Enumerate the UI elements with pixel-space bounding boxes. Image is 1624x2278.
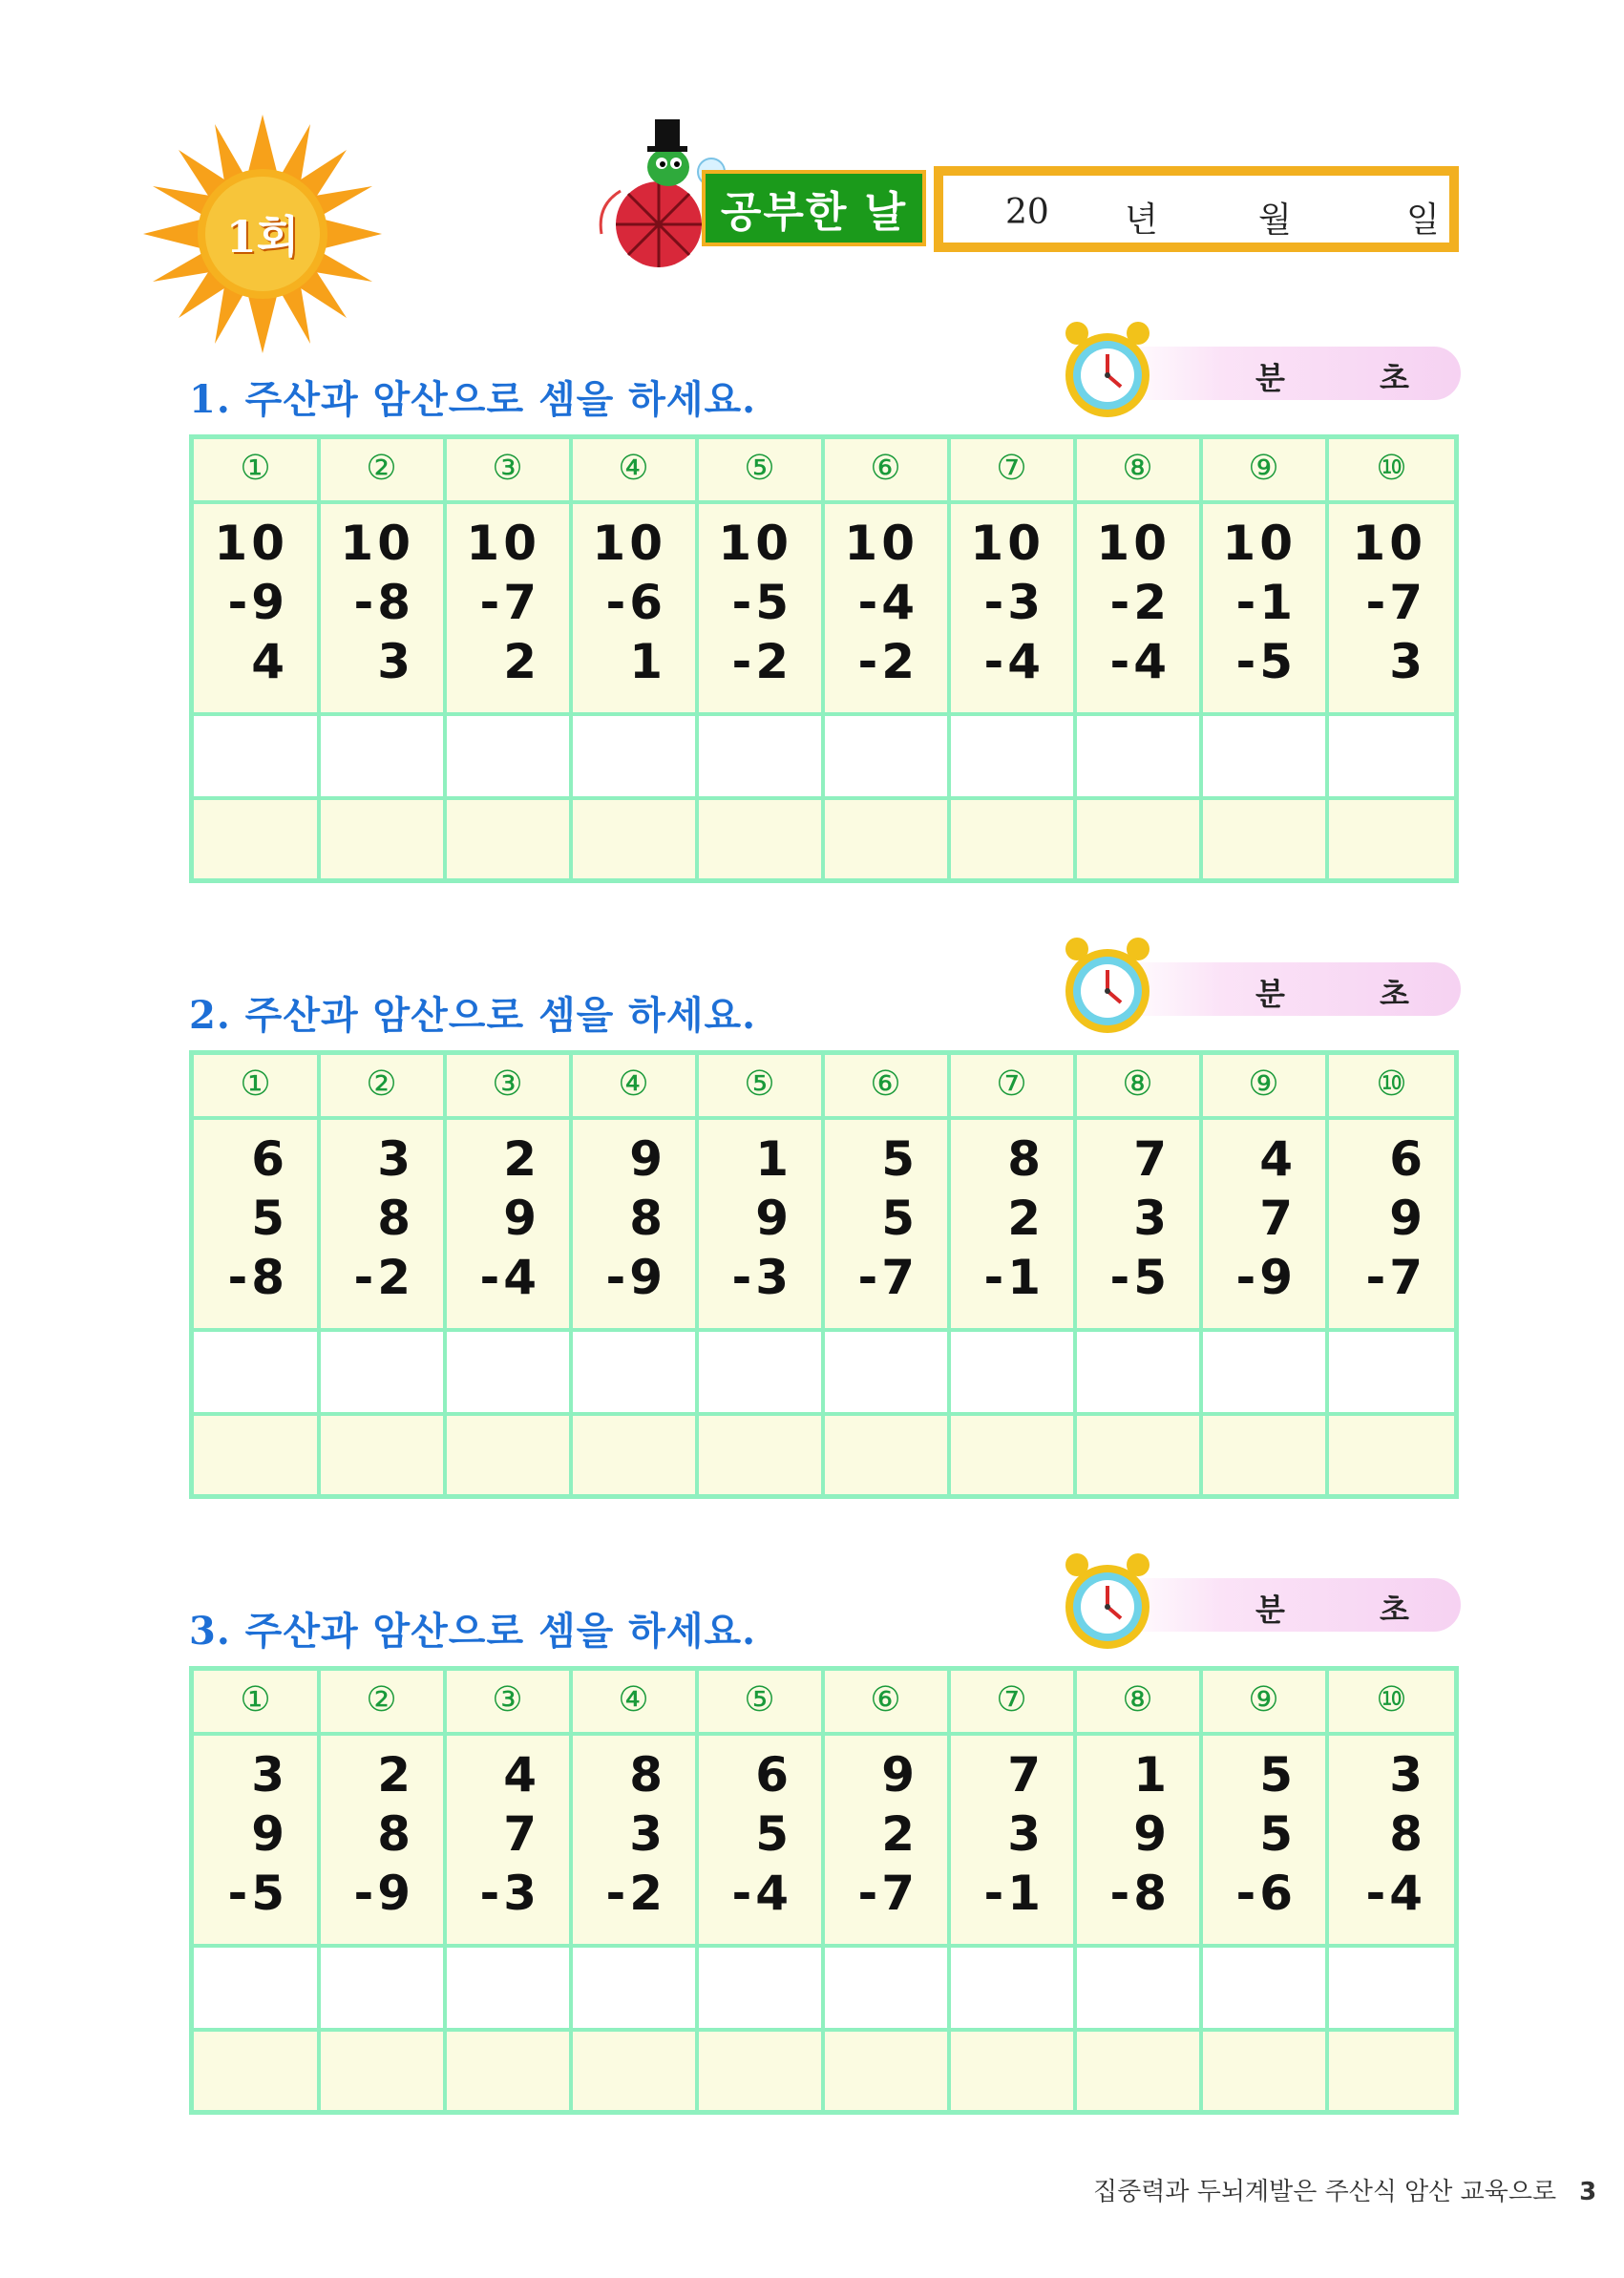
answer-cell[interactable] [572,800,695,878]
problem-operands [1202,1745,1325,1923]
operand: 4 [503,1747,540,1803]
session-sun-badge [143,115,382,353]
operand: 9 [881,1747,918,1803]
problem-number: ⑩ [1376,1680,1407,1719]
operand: -4 [1109,634,1171,689]
problem-column [446,1671,573,2110]
operand: 2 [503,634,540,689]
problem-column [1076,1055,1203,1494]
operand: 5 [1259,1806,1297,1862]
problem-number: ① [240,1680,271,1719]
operand: 8 [377,1191,414,1246]
seconds-label: 초 [1380,976,1409,1012]
timer-pill [1117,347,1461,400]
operand: 7 [1007,1747,1044,1803]
answer-cell[interactable] [824,2032,947,2110]
problem-column [572,439,699,878]
problem-operands [824,1129,947,1307]
answer-cell[interactable] [1328,1416,1455,1494]
answer-cell[interactable] [446,716,569,796]
problem-operands [950,514,1073,691]
operand: -5 [227,1866,288,1921]
answer-cell[interactable] [1202,1416,1325,1494]
answer-cell[interactable] [320,2032,443,2110]
operand: -8 [353,575,414,630]
month-unit: 월 [1258,200,1292,240]
problem-operands [698,1129,821,1307]
operand: -4 [983,634,1044,689]
problem-number: ⑤ [744,1680,775,1719]
answer-cell[interactable] [320,716,443,796]
problem-number: ⑨ [1248,1680,1279,1719]
operand: 2 [1007,1191,1044,1246]
problem-number: ⑧ [1122,1680,1153,1719]
problem-column [1328,1671,1455,2110]
problem-number: ⑤ [744,449,775,488]
problem-column [446,1055,573,1494]
study-date-field[interactable] [934,166,1459,252]
problem-operands [1076,514,1199,691]
answer-cell[interactable] [320,1416,443,1494]
answer-cell[interactable] [1076,1332,1199,1412]
operand: -2 [857,634,918,689]
answer-cell[interactable] [698,1416,821,1494]
minutes-label: 분 [1255,1592,1285,1628]
alarm-clock-icon [1060,936,1155,1041]
operand: 9 [251,1806,288,1862]
operand: 5 [251,1191,288,1246]
answer-cell[interactable] [950,1948,1073,2028]
operand: 9 [1389,1191,1426,1246]
problem-operands [320,1745,443,1923]
problem-number: ⑤ [744,1065,775,1104]
problem-column [1202,1671,1329,2110]
problem-column [572,1055,699,1494]
problem-column [1328,439,1455,878]
problem-column [1076,1671,1203,2110]
answer-cell[interactable] [950,2032,1073,2110]
problem-table [189,1666,1459,2115]
answer-cell[interactable] [1076,716,1199,796]
answer-cell[interactable] [1076,2032,1199,2110]
problem-number: ② [366,449,397,488]
problem-operands [572,1745,695,1923]
problem-operands [572,1129,695,1307]
answer-cell[interactable] [950,716,1073,796]
operand: 9 [1133,1806,1171,1862]
answer-cell[interactable] [194,1332,317,1412]
problem-operands [1328,1129,1455,1307]
operand: -1 [1235,575,1297,630]
timer-field[interactable] [1060,320,1461,425]
answer-cell[interactable] [1202,1332,1325,1412]
answer-cell[interactable] [824,716,947,796]
timer-field[interactable] [1060,936,1461,1041]
problem-operands [572,514,695,691]
problem-number: ④ [618,449,649,488]
operand: 5 [755,1806,792,1862]
problem-operands [698,514,821,691]
answer-cell[interactable] [824,1332,947,1412]
problem-column [446,439,573,878]
operand: 10 [1222,516,1297,571]
operand: 5 [881,1191,918,1246]
operand: 5 [1259,1747,1297,1803]
problem-column [194,1671,321,2110]
section-title: 1. 주산과 암산으로 셈을 하세요. [189,377,757,422]
operand: -9 [227,575,288,630]
operand: -4 [479,1250,540,1305]
alarm-clock-icon [1060,320,1155,425]
operand: -6 [605,575,666,630]
problem-column [320,1055,447,1494]
problem-operands [194,514,317,691]
operand: 1 [1133,1747,1171,1803]
problem-column [824,1671,951,2110]
operand: 10 [1096,516,1171,571]
operand: -2 [605,1866,666,1921]
problem-number: ② [366,1065,397,1104]
operand: 2 [503,1131,540,1187]
operand: 10 [466,516,540,571]
operand: 3 [1389,1747,1426,1803]
operand: 1 [755,1131,792,1187]
operand: -3 [983,575,1044,630]
answer-cell[interactable] [698,2032,821,2110]
answer-cell[interactable] [1328,716,1455,796]
answer-cell[interactable] [572,716,695,796]
operand: -2 [731,634,792,689]
problem-column [698,1055,825,1494]
problem-operands [320,514,443,691]
answer-cell[interactable] [824,1416,947,1494]
operand: 6 [755,1747,792,1803]
operand: -3 [731,1250,792,1305]
problem-column [194,1055,321,1494]
problem-operands [446,1745,569,1923]
operand: 8 [1007,1131,1044,1187]
operand: -7 [1365,1250,1426,1305]
problem-number: ⑩ [1376,1065,1407,1104]
problem-column [824,1055,951,1494]
problem-operands [1328,514,1455,691]
problem-operands [194,1745,317,1923]
section-title: 2. 주산과 암산으로 셈을 하세요. [189,993,757,1038]
problem-column [950,1671,1077,2110]
answer-cell[interactable] [446,1416,569,1494]
operand: 2 [881,1806,918,1862]
operand: 3 [377,1131,414,1187]
operand: 2 [377,1747,414,1803]
answer-cell[interactable] [446,1948,569,2028]
problem-column [698,439,825,878]
operand: 9 [755,1191,792,1246]
answer-cell[interactable] [1328,1332,1455,1412]
operand: -5 [1109,1250,1171,1305]
problem-number: ③ [492,1065,523,1104]
timer-pill [1117,1578,1461,1632]
operand: -7 [1365,575,1426,630]
answer-cell[interactable] [1076,800,1199,878]
operand: 7 [503,1806,540,1862]
operand: -6 [1235,1866,1297,1921]
problem-number: ⑥ [870,1680,901,1719]
answer-cell[interactable] [1076,1948,1199,2028]
operand: -7 [857,1866,918,1921]
answer-cell[interactable] [1328,800,1455,878]
timer-pill [1117,962,1461,1016]
problem-number: ⑦ [996,449,1027,488]
problem-number: ① [240,1065,271,1104]
year-unit: 년 [1125,200,1158,240]
problem-number: ⑧ [1122,449,1153,488]
problem-operands [698,1745,821,1923]
problem-column [1202,439,1329,878]
answer-cell[interactable] [572,1948,695,2028]
problem-operands [1202,514,1325,691]
answer-cell[interactable] [698,800,821,878]
problem-column [572,1671,699,2110]
page-number: 3 [1579,2178,1597,2206]
answer-cell[interactable] [194,1948,317,2028]
problem-column [950,439,1077,878]
operand: -9 [605,1250,666,1305]
operand: -5 [1235,634,1297,689]
problem-number: ⑦ [996,1065,1027,1104]
operand: -5 [731,575,792,630]
answer-cell[interactable] [950,1416,1073,1494]
operand: 8 [629,1747,666,1803]
operand: -7 [857,1250,918,1305]
problem-column [194,439,321,878]
answer-cell[interactable] [1328,1948,1455,2028]
operand: -3 [479,1866,540,1921]
problem-operands [824,1745,947,1923]
problem-number: ⑨ [1248,1065,1279,1104]
section-title: 3. 주산과 암산으로 셈을 하세요. [189,1609,757,1654]
answer-cell[interactable] [320,800,443,878]
operand: 3 [1007,1806,1044,1862]
seconds-label: 초 [1380,1592,1409,1628]
operand: 10 [592,516,666,571]
operand: -7 [479,575,540,630]
problem-column [1328,1055,1455,1494]
operand: 3 [629,1806,666,1862]
problem-number: ⑧ [1122,1065,1153,1104]
operand: 6 [1389,1131,1426,1187]
operand: 6 [251,1131,288,1187]
year-prefix: 20 [1005,193,1049,232]
timer-field[interactable] [1060,1551,1461,1656]
answer-cell[interactable] [698,716,821,796]
operand: 1 [629,634,666,689]
answer-cell[interactable] [1328,2032,1455,2110]
operand: 7 [1259,1191,1297,1246]
problem-number: ④ [618,1065,649,1104]
problem-operands [950,1745,1073,1923]
seconds-label: 초 [1380,360,1409,396]
operand: -8 [1109,1866,1171,1921]
answer-cell[interactable] [1202,716,1325,796]
problem-operands [320,1129,443,1307]
operand: 4 [251,634,288,689]
operand: 3 [377,634,414,689]
operand: 8 [629,1191,666,1246]
answer-cell[interactable] [194,1416,317,1494]
operand: -4 [1365,1866,1426,1921]
operand: -1 [983,1866,1044,1921]
problem-number: ① [240,449,271,488]
operand: 8 [1389,1806,1426,1862]
operand: 3 [1133,1191,1171,1246]
problem-operands [446,514,569,691]
problem-table [189,434,1459,883]
problem-column [1202,1055,1329,1494]
operand: 8 [377,1806,414,1862]
problem-number: ② [366,1680,397,1719]
operand: -9 [353,1866,414,1921]
answer-cell[interactable] [824,800,947,878]
problem-number: ③ [492,1680,523,1719]
minutes-label: 분 [1255,976,1285,1012]
day-unit: 일 [1406,200,1440,240]
problem-number: ④ [618,1680,649,1719]
operand: -2 [353,1250,414,1305]
operand: 10 [844,516,918,571]
answer-cell[interactable] [572,2032,695,2110]
study-day-label: 공부한 날 [702,170,926,246]
operand: -9 [1235,1250,1297,1305]
answer-cell[interactable] [194,800,317,878]
answer-cell[interactable] [1202,1948,1325,2028]
operand: 10 [1352,516,1426,571]
problem-number: ③ [492,449,523,488]
problem-column [950,1055,1077,1494]
problem-number: ⑥ [870,449,901,488]
operand: -1 [983,1250,1044,1305]
operand: -8 [227,1250,288,1305]
operand: 7 [1133,1131,1171,1187]
answer-cell[interactable] [1202,2032,1325,2110]
session-label: 1회 [225,211,300,263]
operand: 10 [340,516,414,571]
problem-column [698,1671,825,2110]
operand: 10 [214,516,288,571]
problem-number: ⑨ [1248,449,1279,488]
problem-operands [194,1129,317,1307]
operand: 5 [881,1131,918,1187]
problem-operands [446,1129,569,1307]
answer-cell[interactable] [950,1332,1073,1412]
operand: -2 [1109,575,1171,630]
problem-operands [824,514,947,691]
problem-number: ⑥ [870,1065,901,1104]
answer-cell[interactable] [446,1332,569,1412]
operand: 3 [1389,634,1426,689]
operand: 10 [970,516,1044,571]
answer-cell[interactable] [194,2032,317,2110]
problem-operands [1076,1745,1199,1923]
answer-cell[interactable] [320,1332,443,1412]
problem-table [189,1050,1459,1499]
minutes-label: 분 [1255,360,1285,396]
answer-cell[interactable] [1076,1416,1199,1494]
operand: 9 [629,1131,666,1187]
operand: 10 [718,516,792,571]
operand: 3 [251,1747,288,1803]
problem-operands [1328,1745,1455,1923]
answer-cell[interactable] [698,1332,821,1412]
operand: 9 [503,1191,540,1246]
problem-operands [1076,1129,1199,1307]
operand: 4 [1259,1131,1297,1187]
problem-number: ⑦ [996,1680,1027,1719]
problem-operands [950,1129,1073,1307]
answer-cell[interactable] [446,2032,569,2110]
answer-cell[interactable] [194,716,317,796]
answer-cell[interactable] [698,1948,821,2028]
answer-cell[interactable] [824,1948,947,2028]
answer-cell[interactable] [320,1948,443,2028]
answer-cell[interactable] [572,1332,695,1412]
answer-cell[interactable] [950,800,1073,878]
problem-number: ⑩ [1376,449,1407,488]
answer-cell[interactable] [1202,800,1325,878]
problem-column [824,439,951,878]
problem-operands [1202,1129,1325,1307]
answer-cell[interactable] [446,800,569,878]
problem-column [1076,439,1203,878]
operand: -4 [731,1866,792,1921]
page-footer [1093,2172,1596,2207]
footer-text: 집중력과 두뇌계발은 주산식 암산 교육으로 [1093,2178,1557,2206]
operand: -4 [857,575,918,630]
alarm-clock-icon [1060,1551,1155,1656]
answer-cell[interactable] [572,1416,695,1494]
problem-column [320,439,447,878]
problem-column [320,1671,447,2110]
